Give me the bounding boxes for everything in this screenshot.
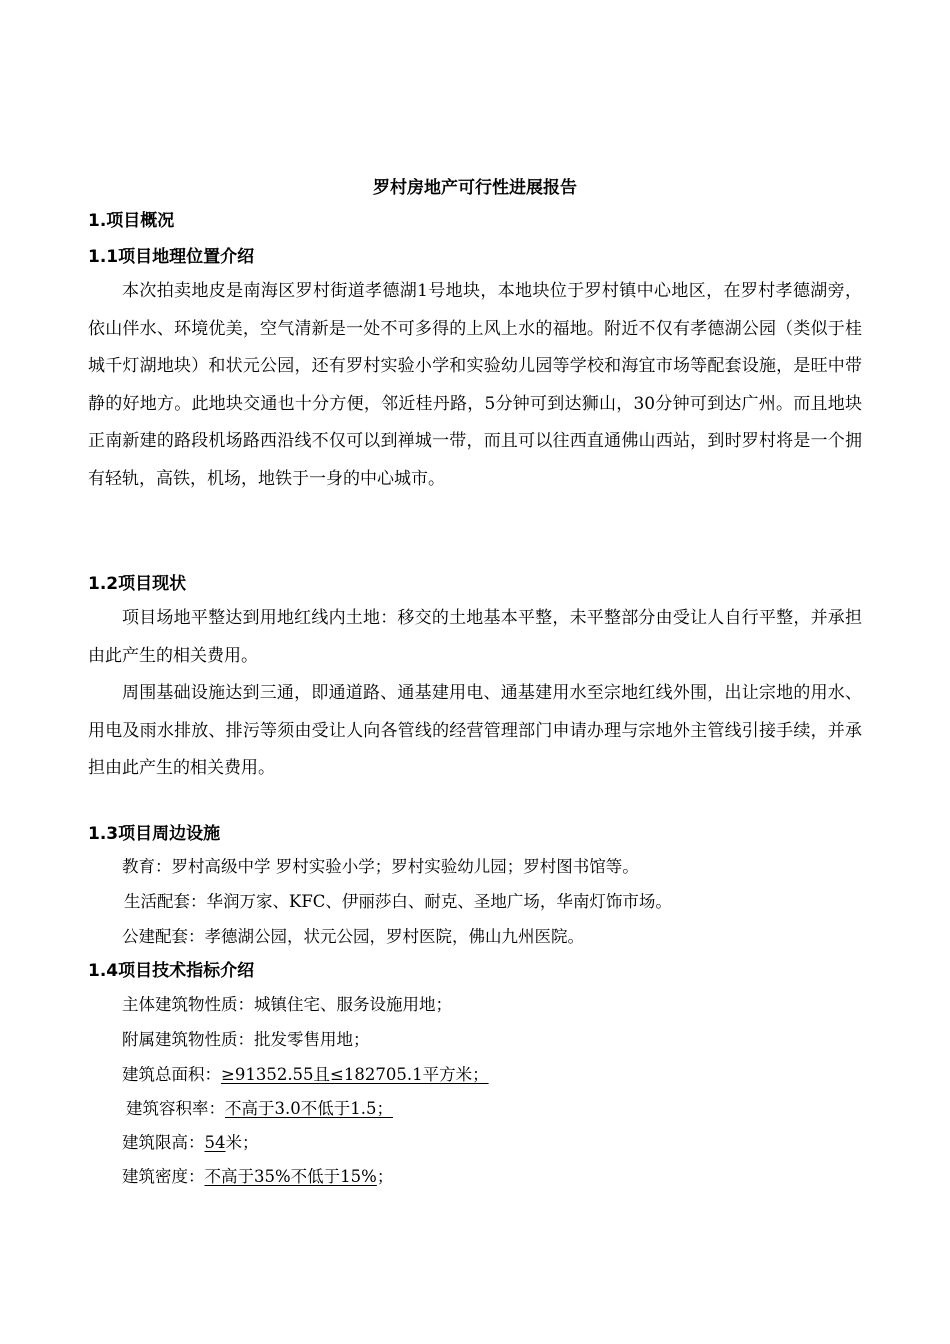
status-paragraph-1: 项目场地平整达到用地红线内土地：移交的土地基本平整，未平整部分由受让人自行平整，并承担由此产生的相关费用。 xyxy=(88,608,862,666)
status-paragraph-2: 周围基础设施达到三通，即通道路、通基建用电、通基建用水至宗地红线外围，出让宗地的用水、用电及雨水排放、排污等须由受让人向各管线的经营管理部门申请办理与宗地外主管线引接手续，并承担由此产生的相关费用。 xyxy=(88,683,862,778)
section-heading-1-1: 1.1项目地理位置介绍 xyxy=(88,247,255,267)
main-building-nature: 主体建筑物性质：城镇住宅、服务设施用地； xyxy=(122,995,452,1014)
section-heading-1: 1.项目概况 xyxy=(88,211,175,231)
building-density-end: ； xyxy=(376,1167,394,1186)
floor-area-ratio-label: 建筑容积率： xyxy=(126,1099,225,1118)
height-limit-value: 54 xyxy=(204,1133,226,1152)
auxiliary-building-nature: 附属建筑物性质：批发零售用地； xyxy=(122,1030,370,1049)
public-facilities: 公建配套：孝德湖公园，状元公园，罗村医院，佛山九州医院。 xyxy=(122,927,584,946)
height-limit-unit: 米； xyxy=(225,1133,259,1152)
location-paragraph: 本次拍卖地皮是南海区罗村街道孝德湖1号地块，本地块位于罗村镇中心地区，在罗村孝德湖旁，依山伴水、环境优美，空气清新是一处不可多得的上风上水的福地。附近不仅有孝德湖公园（类似于桂城千灯湖地块）和状元公园，还有罗村实验小学和实验幼儿园等学校和海宜市场等配套设施，是旺中带静的好地方。此地块交通也十分方便，邻近桂丹路，5分钟可到达狮山，30分钟可到达广州。而且地块正南新建的路段机场路西沿线不仅可以到禅城一带，而且可以往西直通佛山西站，到时罗村将是一个拥有轻轨，高铁，机场，地铁于一身的中心城市。 xyxy=(88,281,862,489)
section-heading-1-4: 1.4项目技术指标介绍 xyxy=(88,961,255,981)
building-density xyxy=(122,1165,393,1189)
section-heading-1-3: 1.3项目周边设施 xyxy=(88,824,221,844)
section-heading-1-2: 1.2项目现状 xyxy=(88,574,187,594)
building-density-value: 不高于35%不低于15% xyxy=(204,1167,377,1186)
total-floor-area-label: 建筑总面积： xyxy=(122,1065,221,1084)
total-floor-area-value: ≥91352.55且≤182705.1平方米； xyxy=(221,1065,489,1084)
building-density-label: 建筑密度： xyxy=(122,1167,205,1186)
living-facilities: 生活配套：华润万家、KFC、伊丽莎白、耐克、圣地广场，华南灯饰市场。 xyxy=(124,892,672,911)
height-limit xyxy=(122,1131,259,1155)
education-facilities: 教育：罗村高级中学 罗村实验小学；罗村实验幼儿园；罗村图书馆等。 xyxy=(122,857,639,876)
floor-area-ratio-value: 不高于3.0不低于1.5； xyxy=(225,1099,393,1118)
total-floor-area xyxy=(122,1063,489,1087)
document-title: 罗村房地产可行性进展报告 xyxy=(373,178,577,198)
floor-area-ratio xyxy=(126,1097,393,1121)
height-limit-label: 建筑限高： xyxy=(122,1133,205,1152)
